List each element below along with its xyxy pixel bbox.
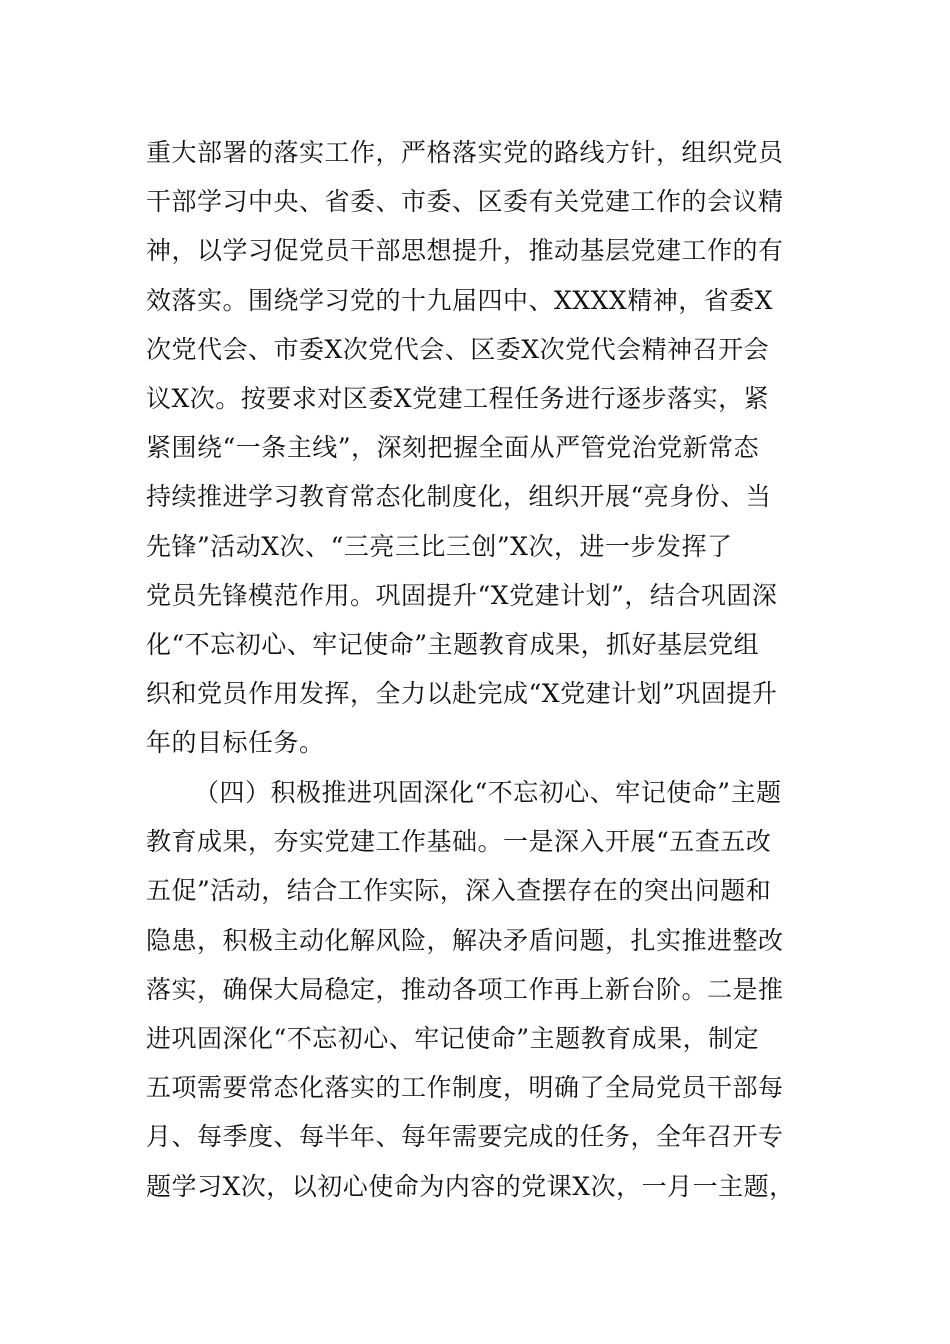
text-line: 紧围绕“一条主线”，深刻把握全面从严管党治党新常态 [146, 433, 760, 463]
text-line: 次党代会、市委X次党代会、区委X次党代会精神召开会 [146, 334, 770, 364]
text-line: 织和党员作用发挥，全力以赴完成“X党建计划”巩固提升 [146, 679, 778, 709]
text-line: 重大部署的落实工作，严格落实党的路线方针，组织党员 [146, 138, 784, 167]
text-line: 年的目标任务。 [146, 728, 325, 758]
text-line: 先锋”活动X次、“三亮三比三创”X次，进一步发挥了 [146, 531, 733, 561]
text-line: 题学习X次，以初心使命为内容的党课X次，一月一主题， [146, 1171, 795, 1201]
text-line: 月、每季度、每半年、每年需要完成的任务，全年召开专 [146, 1122, 784, 1152]
text-line: 神，以学习促党员干部思想提升，推动基层党建工作的有 [146, 236, 784, 266]
text-line: 党员先锋模范作用。巩固提升“X党建计划”，结合巩固深 [146, 580, 778, 610]
text-line: 五促”活动，结合工作实际，深入查摆存在的突出问题和 [146, 876, 772, 906]
text-line: 进巩固深化“不忘初心、牢记使命”主题教育成果，制定 [146, 1023, 760, 1053]
text-line: 教育成果，夯实党建工作基础。一是深入开展“五查五改 [146, 827, 772, 857]
text-line: 干部学习中央、省委、市委、区委有关党建工作的会议精 [146, 187, 784, 217]
text-line: 效落实。围绕学习党的十九届四中、XXXX精神，省委X [146, 285, 773, 315]
text-line: 议X次。按要求对区委X党建工程任务进行逐步落实，紧 [146, 383, 770, 413]
text-line: 落实，确保大局稳定，推动各项工作再上新台阶。二是推 [146, 974, 784, 1004]
text-line: 五项需要常态化落实的工作制度，明确了全局党员干部每 [146, 1073, 784, 1103]
section-four-heading-line: （四）积极推进巩固深化“不忘初心、牢记使命”主题 [194, 778, 782, 807]
paragraph-section-four [146, 768, 826, 1211]
text-line: 化“不忘初心、牢记使命”主题教育成果，抓好基层党组 [146, 629, 760, 659]
text-line: 持续推进学习教育常态化制度化，组织开展“亮身份、当 [146, 482, 772, 512]
text-line: 隐患，积极主动化解风险，解决矛盾问题，扎实推进整改 [146, 925, 784, 955]
paragraph-continued [146, 128, 826, 767]
